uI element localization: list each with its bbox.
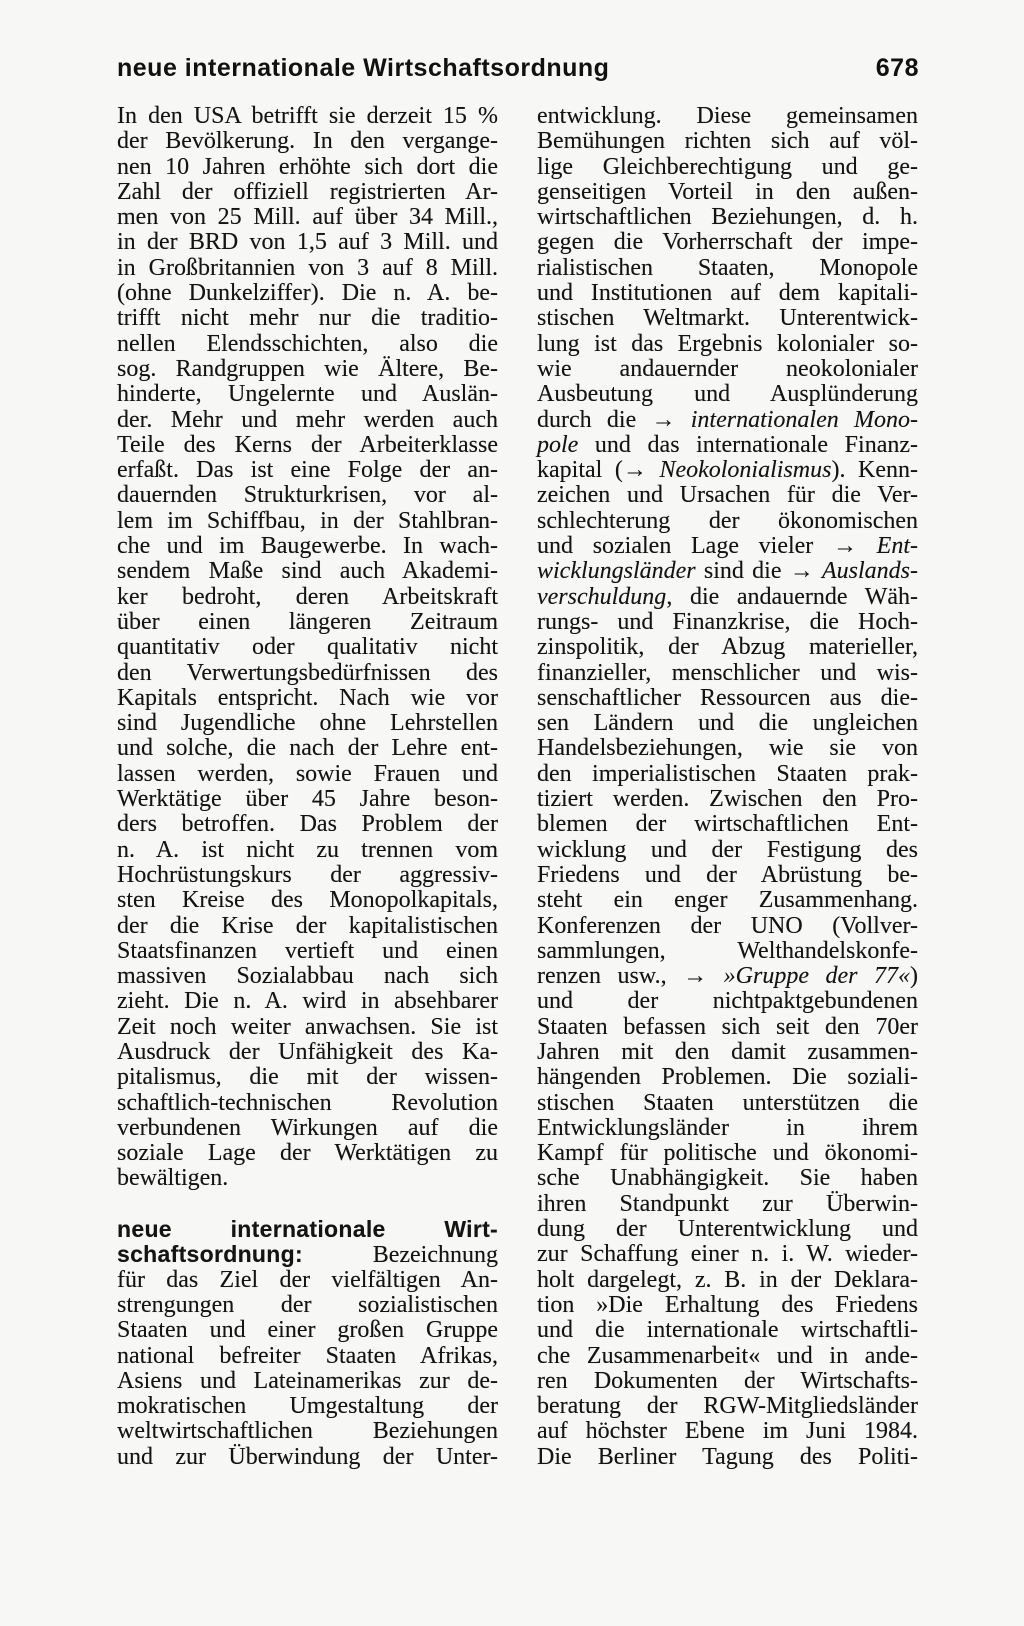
- text-line: [537, 1419, 918, 1444]
- text-line: [537, 686, 918, 711]
- text-run: Ausbeutung und Ausplünderung: [537, 381, 918, 408]
- text-line: [537, 1293, 918, 1318]
- text-run: sog. Randgruppen wie Ältere, Be-: [117, 355, 498, 382]
- running-head-title: neue internationale Wirtschaftsordnung: [117, 54, 610, 82]
- text-run: che Zusammenarbeit« und in ande-: [537, 1342, 918, 1369]
- text-line: [117, 762, 498, 787]
- text-run: Kampf für politische und ökonomi-: [537, 1140, 918, 1167]
- text-run: Bezeichnung: [302, 1242, 498, 1269]
- text-run: lung ist das Ergebnis kolonialer so-: [537, 330, 918, 357]
- text-line: [117, 939, 498, 964]
- right-column: [537, 104, 918, 1470]
- text-line: [537, 483, 918, 508]
- text-run: und sozialen Lage vieler →: [537, 533, 877, 560]
- text-line: [537, 989, 918, 1014]
- text-run: und der nichtpaktgebundenen: [537, 988, 918, 1015]
- headword: neue internationale Wirt-: [117, 1216, 498, 1243]
- text-run: Asiens und Lateinamerikas zur de-: [117, 1367, 498, 1394]
- text-line: [117, 559, 498, 584]
- text-run: holt dargelegt, z. B. in der Deklara-: [537, 1266, 918, 1293]
- entry-continuation: [117, 104, 498, 1192]
- cross-reference: wicklungsländer: [537, 558, 696, 585]
- text-run: lige Gleichberechtigung und ge-: [537, 153, 918, 180]
- text-line: [117, 686, 498, 711]
- headword: schaftsordnung:: [117, 1241, 303, 1268]
- text-run: ihren Standpunkt zur Überwin-: [537, 1190, 918, 1217]
- text-run: dung der Unterentwicklung und: [537, 1216, 918, 1243]
- text-run: wicklung und der Festigung des: [537, 836, 918, 863]
- text-line: [537, 332, 918, 357]
- text-line: [537, 635, 918, 660]
- text-line: [117, 1394, 498, 1419]
- text-line: [117, 230, 498, 255]
- text-line: [117, 661, 498, 686]
- cross-reference: internationalen Mono-: [690, 406, 918, 433]
- text-line: [117, 205, 498, 230]
- text-run: Zahl der offiziell registrierten Ar-: [117, 178, 498, 205]
- text-run: gegen die Vorherrschaft der impe-: [537, 229, 918, 256]
- text-line: [537, 888, 918, 913]
- text-line: [537, 1192, 918, 1217]
- text-run: quantitativ oder qualitativ nicht: [117, 634, 498, 661]
- left-column: [117, 104, 498, 1470]
- text-run: stischen Weltmarkt. Unterentwick-: [537, 305, 918, 332]
- text-run: und Institutionen auf dem kapitali-: [537, 280, 918, 307]
- text-run: national befreiter Staaten Afrikas,: [117, 1342, 498, 1369]
- text-run: Entwicklungsländer in ihrem: [537, 1114, 918, 1141]
- text-line: [537, 306, 918, 331]
- text-run: ders betroffen. Das Problem der: [117, 811, 498, 838]
- text-line: [117, 1318, 498, 1343]
- text-line: [537, 610, 918, 635]
- text-run: zur Schaffung einer n. i. W. wieder-: [537, 1241, 918, 1268]
- text-line: [537, 1116, 918, 1141]
- text-run: ): [910, 963, 919, 990]
- text-line: [117, 888, 498, 913]
- text-line: [117, 180, 498, 205]
- text-run: kapital (→: [537, 457, 660, 484]
- text-line: [117, 838, 498, 863]
- text-line: [537, 838, 918, 863]
- text-run: soziale Lage der Werktätigen zu: [117, 1140, 498, 1167]
- text-run: der die Krise der kapitalistischen: [117, 912, 498, 939]
- text-run: beratung der RGW-Mitgliedsländer: [537, 1393, 918, 1420]
- page-number: 678: [875, 54, 919, 82]
- text-line: [117, 1344, 498, 1369]
- text-run: stischen Staaten unterstützen die: [537, 1089, 918, 1116]
- text-run: tiziert werden. Zwischen den Pro-: [537, 786, 918, 813]
- text-run: und zur Überwindung der Unter-: [117, 1443, 498, 1470]
- text-run: Teile des Kerns der Arbeiterklasse: [117, 431, 498, 458]
- text-run: ren Dokumenten der Wirtschafts-: [537, 1367, 918, 1394]
- text-run: Zeit noch weiter anwachsen. Sie ist: [117, 1013, 498, 1040]
- text-line: [117, 433, 498, 458]
- text-line: [117, 1166, 498, 1191]
- text-run: Kapitals entspricht. Nach wie vor: [117, 684, 498, 711]
- text-run: sind die →: [695, 558, 822, 585]
- cross-reference: pole: [537, 431, 579, 458]
- text-line: [537, 281, 918, 306]
- text-run: Staaten befassen sich seit den 70er: [537, 1013, 918, 1040]
- cross-reference: verschuldung: [537, 583, 667, 610]
- text-line: [537, 1091, 918, 1116]
- text-line: [537, 1141, 918, 1166]
- text-line: [117, 155, 498, 180]
- text-line: [537, 787, 918, 812]
- text-run: massiven Sozialabbau nach sich: [117, 963, 498, 990]
- text-run: , die andauernde Wäh-: [666, 583, 918, 610]
- text-run: den Verwertungsbedürfnissen des: [117, 659, 498, 686]
- text-run: Handelsbeziehungen, wie sie von: [537, 735, 918, 762]
- text-line: [537, 104, 918, 129]
- text-line: [117, 129, 498, 154]
- text-run: auf höchster Ebene im Juni 1984.: [537, 1418, 918, 1445]
- text-run: über einen längeren Zeitraum: [117, 608, 498, 635]
- text-line: [117, 914, 498, 939]
- text-run: zeichen und Ursachen für die Ver-: [537, 482, 918, 509]
- text-run: strengungen der sozialistischen: [117, 1291, 498, 1318]
- text-line: [117, 104, 498, 129]
- text-line: [537, 1217, 918, 1242]
- text-line: [537, 433, 918, 458]
- text-run: verbundenen Wirkungen auf die: [117, 1114, 498, 1141]
- text-run: Bemühungen richten sich auf völ-: [537, 128, 918, 155]
- text-run: der Bevölkerung. In den vergange-: [117, 128, 498, 155]
- entry-neue-internationale-wirtschaftsordnung: [117, 1217, 498, 1470]
- text-line: [537, 1015, 918, 1040]
- text-line: [537, 1242, 918, 1267]
- text-run: mokratischen Umgestaltung der: [117, 1393, 498, 1420]
- text-line: [117, 458, 498, 483]
- text-line: [117, 1040, 498, 1065]
- text-line: [537, 1344, 918, 1369]
- text-run: weltwirtschaftlichen Beziehungen: [117, 1418, 498, 1445]
- text-line: [537, 711, 918, 736]
- cross-reference: Ent-: [876, 533, 918, 560]
- text-run: nellen Elendsschichten, also die: [117, 330, 498, 357]
- text-run: der. Mehr und mehr werden auch: [117, 406, 498, 433]
- text-line: [117, 306, 498, 331]
- text-run: bewältigen.: [117, 1165, 229, 1192]
- text-line: [537, 129, 918, 154]
- text-line: [537, 408, 918, 433]
- text-line: [117, 585, 498, 610]
- text-line: [117, 989, 498, 1014]
- text-run: senschaftlicher Ressourcen aus die-: [537, 684, 918, 711]
- text-run: steht ein enger Zusammenhang.: [537, 887, 918, 914]
- text-run: (ohne Dunkelziffer). Die n. A. be-: [117, 280, 498, 307]
- text-run: und solche, die nach der Lehre ent-: [117, 735, 498, 762]
- text-run: che und im Baugewerbe. In wach-: [117, 533, 498, 560]
- text-line: [117, 1091, 498, 1116]
- text-run: Werktätige über 45 Jahre beson-: [117, 786, 498, 813]
- text-line: [117, 281, 498, 306]
- text-line: [537, 1268, 918, 1293]
- text-run: trifft nicht mehr nur die traditio-: [117, 305, 498, 332]
- text-run: Hochrüstungskurs der aggressiv-: [117, 861, 498, 888]
- text-line: [537, 155, 918, 180]
- text-run: tion »Die Erhaltung des Friedens: [537, 1291, 918, 1318]
- text-line: [117, 382, 498, 407]
- text-line: [117, 1419, 498, 1444]
- text-run: sten Kreise des Monopolkapitals,: [117, 887, 498, 914]
- text-line: [537, 762, 918, 787]
- text-run: durch die →: [537, 406, 691, 433]
- text-line: [537, 1318, 918, 1343]
- text-run: genseitigen Vorteil in den außen-: [537, 178, 918, 205]
- text-line: [537, 964, 918, 989]
- text-line: [117, 332, 498, 357]
- text-line: [117, 736, 498, 761]
- text-run: in der BRD von 1,5 auf 3 Mill. und: [117, 229, 498, 256]
- text-run: Staaten und einer großen Gruppe: [117, 1317, 498, 1344]
- text-run: wirtschaftlichen Beziehungen, d. h.: [537, 204, 918, 231]
- text-line: [537, 256, 918, 281]
- text-line: [117, 711, 498, 736]
- text-run: In den USA betrifft sie derzeit 15 %: [117, 103, 498, 129]
- text-run: für das Ziel der vielfältigen An-: [117, 1266, 498, 1293]
- text-run: lem im Schiffbau, in der Stahlbran-: [117, 507, 498, 534]
- text-line: [537, 357, 918, 382]
- text-run: sendem Maße sind auch Akademi-: [117, 558, 498, 585]
- text-run: zinspolitik, der Abzug materieller,: [537, 634, 918, 661]
- text-run: Konferenzen der UNO (Vollver-: [537, 912, 918, 939]
- text-line: [117, 964, 498, 989]
- text-line: [537, 1065, 918, 1090]
- text-line: [537, 1445, 918, 1470]
- text-run: in Großbritannien von 3 auf 8 Mill.: [117, 254, 498, 281]
- text-line: [537, 812, 918, 837]
- text-run: zieht. Die n. A. wird in absehbarer: [117, 988, 498, 1015]
- text-line: [537, 180, 918, 205]
- text-run: sen Ländern und die ungleichen: [537, 710, 918, 737]
- text-run: entwicklung. Diese gemeinsamen: [537, 103, 918, 129]
- text-line: [537, 736, 918, 761]
- text-run: finanzieller, menschlicher und wis-: [537, 659, 918, 686]
- text-line: [117, 1116, 498, 1141]
- text-line: [537, 1040, 918, 1065]
- text-run: blemen der wirtschaftlichen Ent-: [537, 811, 918, 838]
- text-run: rungs- und Finanzkrise, die Hoch-: [537, 608, 918, 635]
- text-line: [537, 1166, 918, 1191]
- text-run: dauernden Strukturkrisen, vor al-: [117, 482, 498, 509]
- text-line: [117, 787, 498, 812]
- text-run: n. A. ist nicht zu trennen vom: [117, 836, 498, 863]
- text-run: und die internationale wirtschaftli-: [537, 1317, 918, 1344]
- text-line: [537, 914, 918, 939]
- text-run: hängenden Problemen. Die soziali-: [537, 1064, 918, 1091]
- text-run: nen 10 Jahren erhöhte sich dort die: [117, 153, 498, 180]
- text-line: [117, 1445, 498, 1470]
- text-line: [117, 1015, 498, 1040]
- text-run: Jahren mit den damit zusammen-: [537, 1038, 918, 1065]
- text-run: pitalismus, die mit der wissen-: [117, 1064, 498, 1091]
- text-line: [537, 939, 918, 964]
- text-line: [537, 382, 918, 407]
- text-line: [117, 610, 498, 635]
- text-run: sammlungen, Welthandelskonfe-: [537, 937, 918, 964]
- text-line: [537, 559, 918, 584]
- text-run: men von 25 Mill. auf über 34 Mill.,: [117, 204, 498, 231]
- text-run: den imperialistischen Staaten prak-: [537, 760, 918, 787]
- text-run: Die Berliner Tagung des Politi-: [537, 1443, 918, 1470]
- text-run: lassen werden, sowie Frauen und: [117, 760, 498, 787]
- text-line: [537, 534, 918, 559]
- text-line: [117, 1242, 498, 1267]
- cross-reference: Auslands-: [822, 558, 918, 585]
- text-run: sind Jugendliche ohne Lehrstellen: [117, 710, 498, 737]
- text-run: erfaßt. Das ist eine Folge der an-: [117, 457, 498, 484]
- text-line: [537, 585, 918, 610]
- text-line: [537, 205, 918, 230]
- text-run: Ausdruck der Unfähigkeit des Ka-: [117, 1038, 498, 1065]
- cross-reference: Neokolonialismus: [659, 457, 832, 484]
- text-line: [117, 256, 498, 281]
- text-run: schlechterung der ökonomischen: [537, 507, 918, 534]
- entry-neue-internationale-wirtschaftsordnung-continued: [537, 104, 918, 1470]
- text-line: [117, 812, 498, 837]
- text-run: und das internationale Finanz-: [578, 431, 918, 458]
- text-line: [117, 483, 498, 508]
- running-head: [117, 53, 919, 83]
- text-line: [537, 1394, 918, 1419]
- text-run: wie andauernder neokolonialer: [537, 355, 918, 382]
- text-run: Staatsfinanzen vertieft und einen: [117, 937, 498, 964]
- text-line: [117, 1369, 498, 1394]
- cross-reference: »Gruppe der 77«: [723, 963, 911, 990]
- text-line: [117, 1293, 498, 1318]
- text-run: ). Kenn-: [831, 457, 918, 484]
- text-line: [117, 1141, 498, 1166]
- text-line: [537, 230, 918, 255]
- text-line: [117, 1065, 498, 1090]
- text-line: [117, 1217, 498, 1242]
- text-run: ker bedroht, deren Arbeitskraft: [117, 583, 498, 610]
- text-line: [117, 1268, 498, 1293]
- text-line: [117, 534, 498, 559]
- text-run: schaftlich-technischen Revolution: [117, 1089, 498, 1116]
- text-run: renzen usw., →: [537, 963, 724, 990]
- text-line: [537, 863, 918, 888]
- text-line: [117, 408, 498, 433]
- text-line: [117, 509, 498, 534]
- text-line: [537, 458, 918, 483]
- text-line: [117, 863, 498, 888]
- text-run: hinderte, Ungelernte und Auslän-: [117, 381, 498, 408]
- text-line: [537, 509, 918, 534]
- text-line: [537, 661, 918, 686]
- text-line: [537, 1369, 918, 1394]
- text-line: [117, 357, 498, 382]
- text-line: [117, 635, 498, 660]
- text-run: sche Unabhängigkeit. Sie haben: [537, 1165, 918, 1192]
- text-run: Friedens und der Abrüstung be-: [537, 861, 918, 888]
- text-run: rialistischen Staaten, Monopole: [537, 254, 918, 281]
